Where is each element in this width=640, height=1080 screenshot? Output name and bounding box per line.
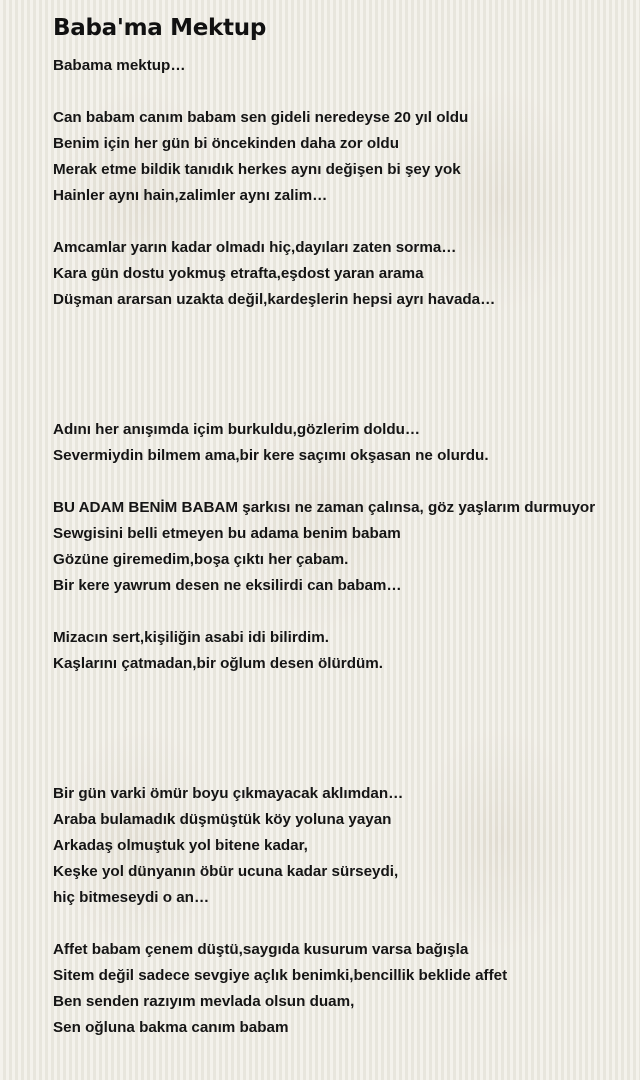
blank-line bbox=[53, 755, 632, 781]
blank-line bbox=[53, 729, 632, 755]
poem-line: Mizacın sert,kişiliğin asabi idi bilirdim. bbox=[53, 629, 329, 646]
poem-line: Ben senden razıyım mevlada olsun duam, bbox=[53, 993, 355, 1010]
blank-line bbox=[53, 339, 632, 365]
poem-line: Araba bulamadık düşmüştük köy yoluna yayan bbox=[53, 811, 392, 828]
poem-line: Hainler aynı hain,zalimler aynı zalim… bbox=[53, 187, 328, 204]
poem-line: Benim için her gün bi öncekinden daha zor oldu bbox=[53, 135, 399, 152]
blank-line bbox=[53, 911, 632, 937]
poem-line: Sitem değil sadece sevgiye açlık benimki,bencillik beklide affet bbox=[53, 967, 508, 984]
blank-line bbox=[53, 703, 632, 729]
blank-line bbox=[53, 469, 632, 495]
poem-line: Sewgisini belli etmeyen bu adama benim babam bbox=[53, 525, 401, 542]
poem-line: hiç bitmeseydi o an… bbox=[53, 889, 210, 906]
poem-line: Severmiydin bilmem ama,bir kere saçımı okşasan ne olurdu. bbox=[53, 447, 489, 464]
blank-line bbox=[53, 313, 632, 339]
blank-line bbox=[53, 599, 632, 625]
poem-body bbox=[53, 53, 632, 1041]
poem-line: Can babam canım babam sen gideli neredeyse 20 yıl oldu bbox=[53, 109, 469, 126]
poem-title: Baba'ma Mektup bbox=[53, 15, 266, 41]
blank-line bbox=[53, 209, 632, 235]
poem-line: Adını her anışımda içim burkuldu,gözlerim doldu… bbox=[53, 421, 421, 438]
poem-line: Affet babam çenem düştü,saygıda kusurum varsa bağışla bbox=[53, 941, 469, 958]
poem-line: Düşman ararsan uzakta değil,kardeşlerin hepsi ayrı havada… bbox=[53, 291, 496, 308]
poem-line: Bir kere yawrum desen ne eksilirdi can babam… bbox=[53, 577, 402, 594]
poem-line: Merak etme bildik tanıdık herkes aynı değişen bi şey yok bbox=[53, 161, 461, 178]
blank-line bbox=[53, 677, 632, 703]
poem-container bbox=[53, 12, 632, 1041]
poem-line: Babama mektup… bbox=[53, 57, 186, 74]
poem-line: Sen oğluna bakma canım babam bbox=[53, 1019, 289, 1036]
poem-line: Kaşlarını çatmadan,bir oğlum desen ölürdüm. bbox=[53, 655, 383, 672]
blank-line bbox=[53, 391, 632, 417]
poem-line: Keşke yol dünyanın öbür ucuna kadar sürseydi, bbox=[53, 863, 399, 880]
poem-line: Arkadaş olmuştuk yol bitene kadar, bbox=[53, 837, 308, 854]
poem-line: Amcamlar yarın kadar olmadı hiç,dayıları zaten sorma… bbox=[53, 239, 457, 256]
poem-line: Bir gün varki ömür boyu çıkmayacak aklımdan… bbox=[53, 785, 404, 802]
poem-line: Kara gün dostu yokmuş etrafta,eşdost yaran arama bbox=[53, 265, 424, 282]
poem-line: BU ADAM BENİM BABAM şarkısı ne zaman çalınsa, göz yaşlarım durmuyor bbox=[53, 499, 596, 516]
blank-line bbox=[53, 79, 632, 105]
blank-line bbox=[53, 365, 632, 391]
poem-line: Gözüne giremedim,boşa çıktı her çabam. bbox=[53, 551, 349, 568]
